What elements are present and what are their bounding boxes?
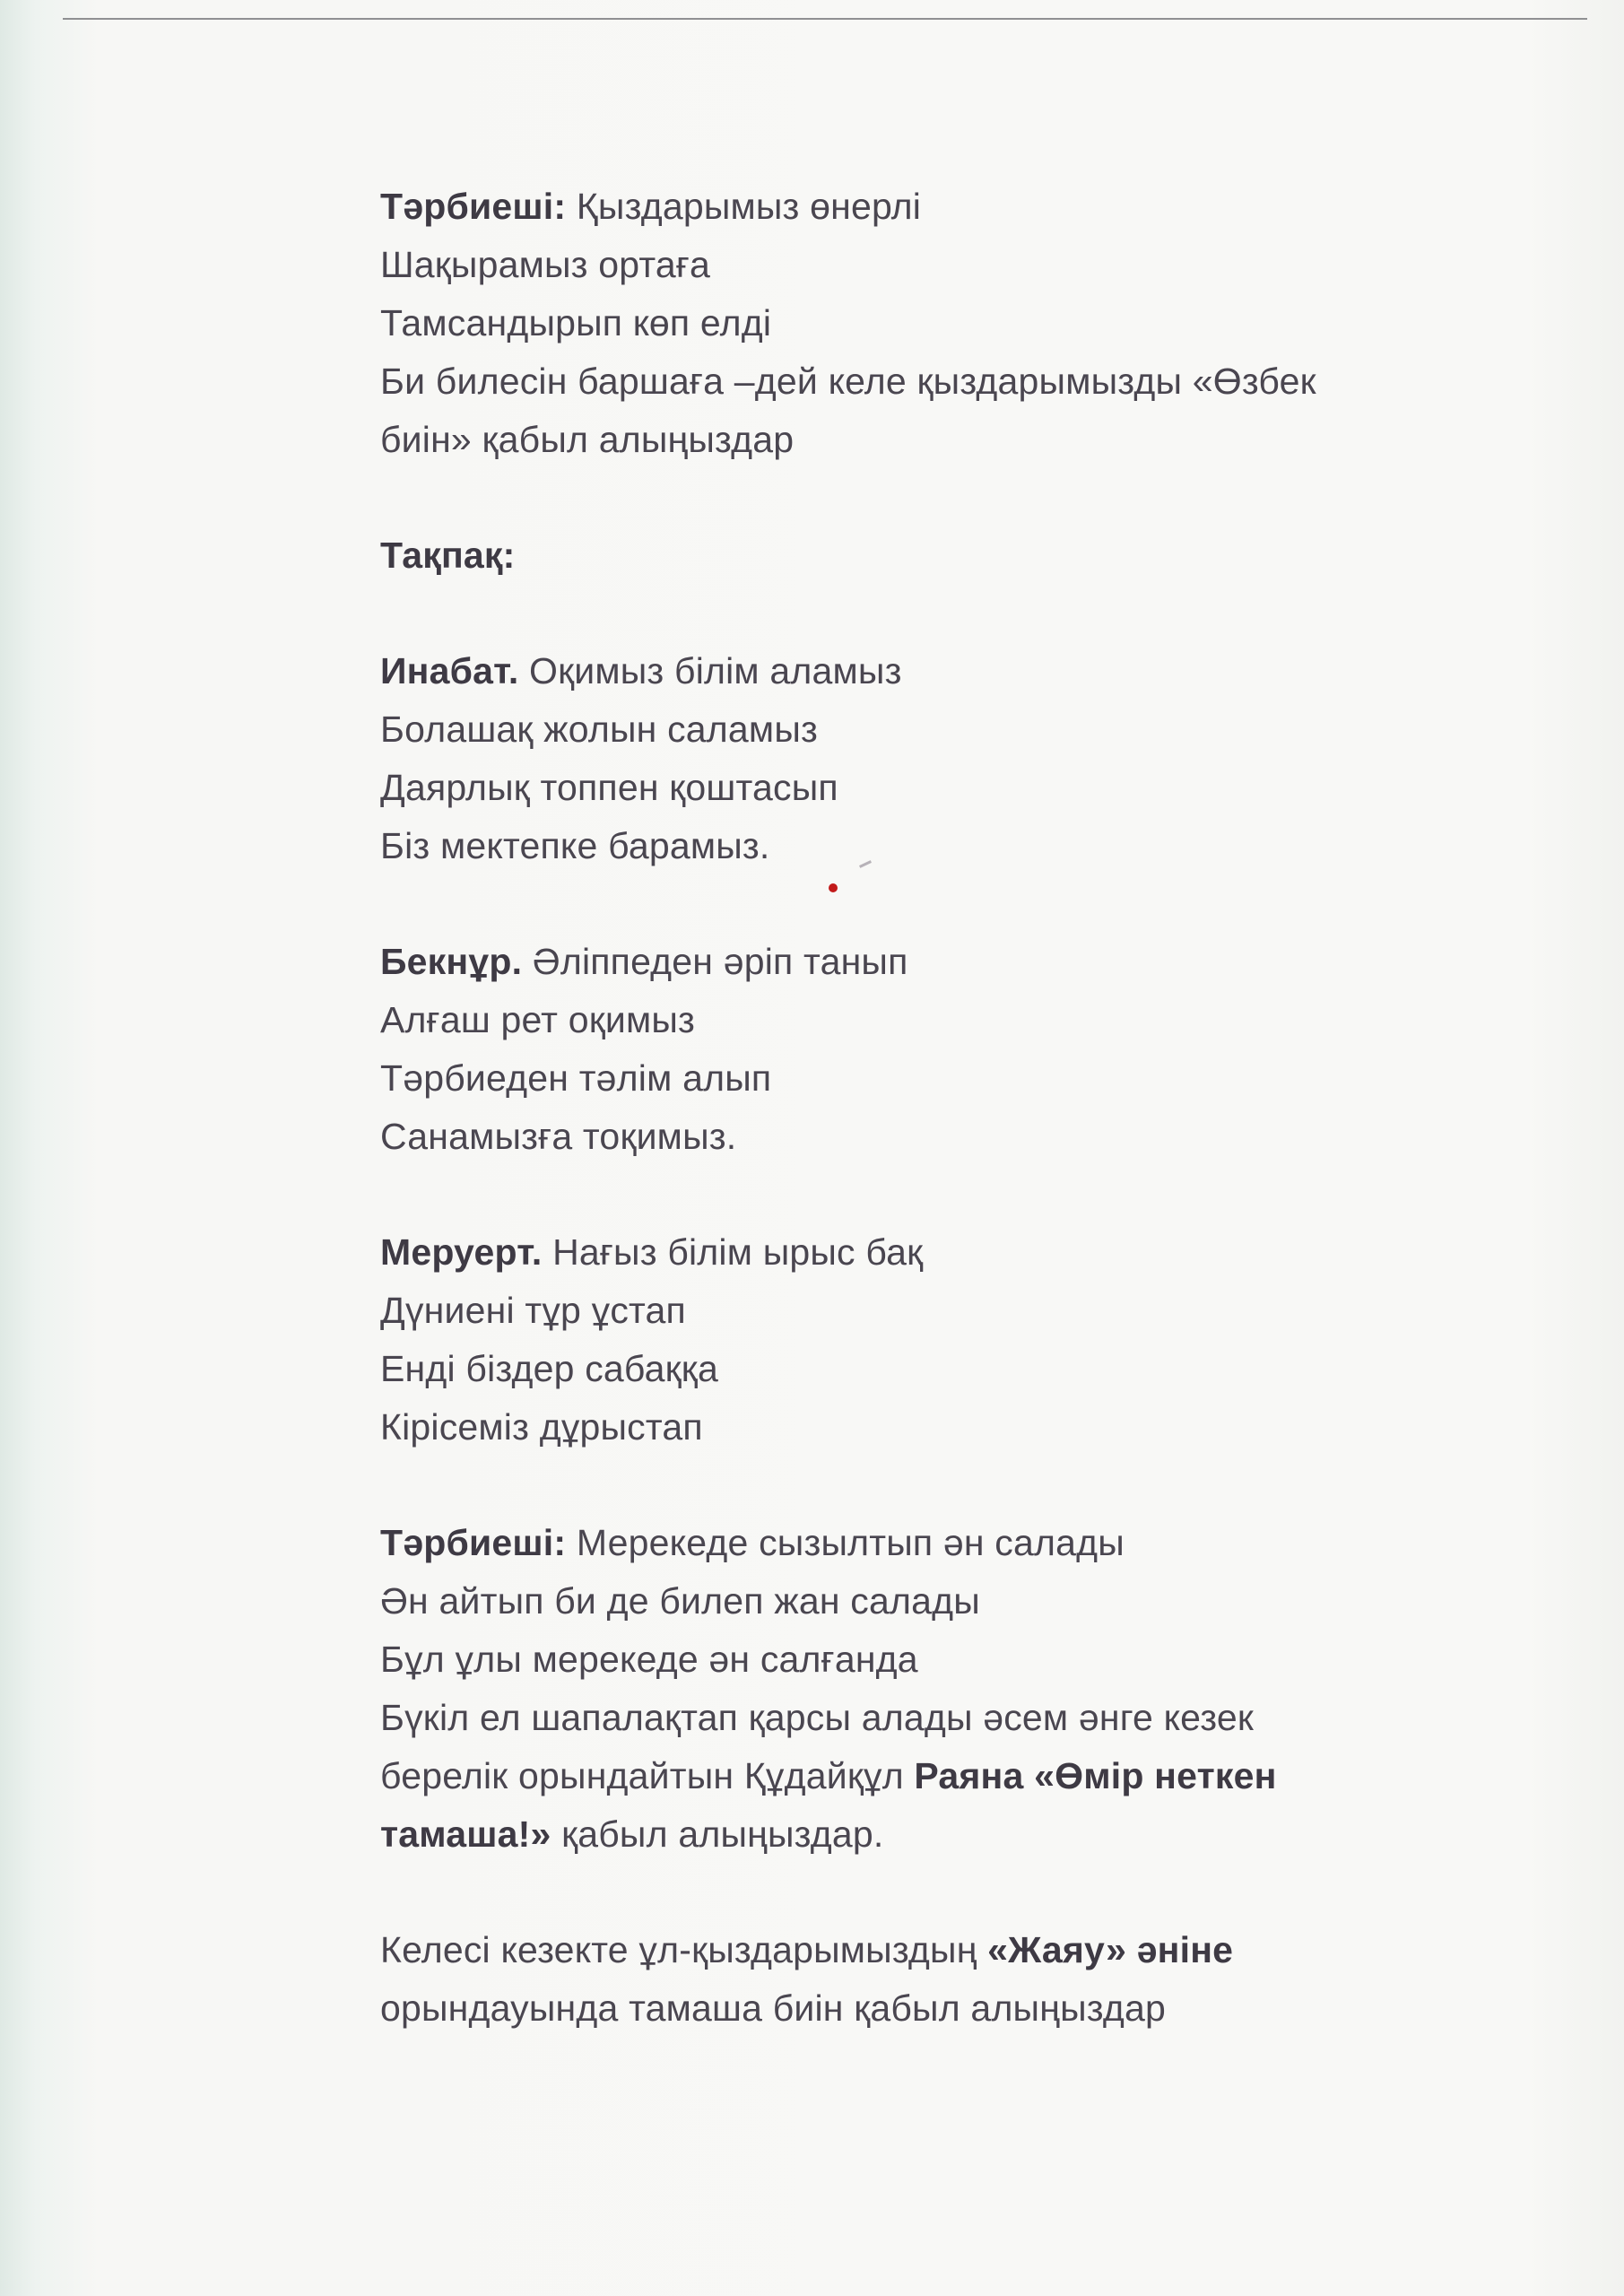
text-line: Бұл ұлы мерекеде ән салғанда: [380, 1639, 918, 1680]
top-rule: [63, 18, 1587, 20]
speaker-label: Тәрбиеші:: [380, 186, 567, 227]
speaker-label: Бекнұр.: [380, 941, 523, 982]
text-line: [380, 1747, 1546, 1805]
line-text: Қыздарымыз өнерлі: [566, 186, 922, 227]
line-text: берелік орындайтын Құдайқұл: [380, 1755, 915, 1796]
text-line: орындауында тамаша биін қабыл алыңыздар: [380, 1987, 1166, 2029]
line-text: Мерекеде сызылтып ән салады: [566, 1522, 1125, 1563]
text-line: [380, 1805, 1546, 1864]
stanza-meruert: [380, 1223, 1546, 1457]
text-line: [380, 642, 1546, 700]
line-text: Әліппеден әріп танып: [522, 941, 908, 982]
text-line: Енді біздер сабаққа: [380, 1348, 718, 1389]
text-line: Алғаш рет оқимыз: [380, 999, 696, 1040]
text-line: Би билесін баршаға –дей келе қыздарымызды «Өзбек: [380, 361, 1316, 402]
text-line: Кірісеміз дұрыстап: [380, 1406, 703, 1448]
stanza-teacher-song: [380, 1514, 1546, 1864]
text-line: Тамсандырып көп елді: [380, 302, 772, 344]
line-text: Нағыз білім ырыс бақ: [542, 1231, 924, 1273]
text-line: [380, 178, 1546, 236]
text-line: [380, 1223, 1546, 1282]
text-line: Ән айтып би де билеп жан салады: [380, 1580, 980, 1622]
stanza-beknur: [380, 933, 1546, 1166]
speaker-label: Тақпақ:: [380, 535, 516, 576]
speaker-label: Тәрбиеші:: [380, 1522, 567, 1563]
script-text: [380, 178, 1546, 2095]
text-line: биін» қабыл алыңыздар: [380, 419, 795, 460]
text-line: Біз мектепке барамыз.: [380, 825, 770, 866]
text-line: Шақырамыз ортаға: [380, 244, 711, 285]
stanza-takpak-heading: [380, 526, 1546, 585]
line-text: қабыл алыңыздар.: [551, 1813, 884, 1855]
text-line: [380, 1921, 1546, 1979]
song-title-bold: Раяна «Өмір неткен: [914, 1755, 1277, 1796]
stanza-inabat: [380, 642, 1546, 875]
text-line: Болашақ жолын саламыз: [380, 709, 818, 750]
text-line: [380, 933, 1546, 991]
line-text: Оқимыз білім аламыз: [518, 650, 902, 691]
stanza-next-dance: [380, 1921, 1546, 2038]
speaker-label: Инабат.: [380, 650, 519, 691]
speaker-label: Меруерт.: [380, 1231, 543, 1273]
song-title-bold: «Жаяу» әніне: [987, 1929, 1234, 1970]
song-title-bold: тамаша!»: [380, 1813, 551, 1855]
red-ink-mark: [829, 883, 838, 892]
text-line: Бүкіл ел шапалақтап қарсы алады әсем әнге кезек: [380, 1697, 1254, 1738]
stanza-teacher-intro: [380, 178, 1546, 469]
text-line: Тәрбиеден тәлім алып: [380, 1057, 772, 1099]
line-text: Келесі кезекте ұл-қыздарымыздың: [380, 1929, 988, 1970]
text-line: Санамызға тоқимыз.: [380, 1116, 737, 1157]
text-line: Даярлық топпен қоштасып: [380, 767, 838, 808]
section-heading: [380, 526, 1546, 585]
text-line: Дүниені тұр ұстап: [380, 1290, 686, 1331]
text-line: [380, 1514, 1546, 1572]
